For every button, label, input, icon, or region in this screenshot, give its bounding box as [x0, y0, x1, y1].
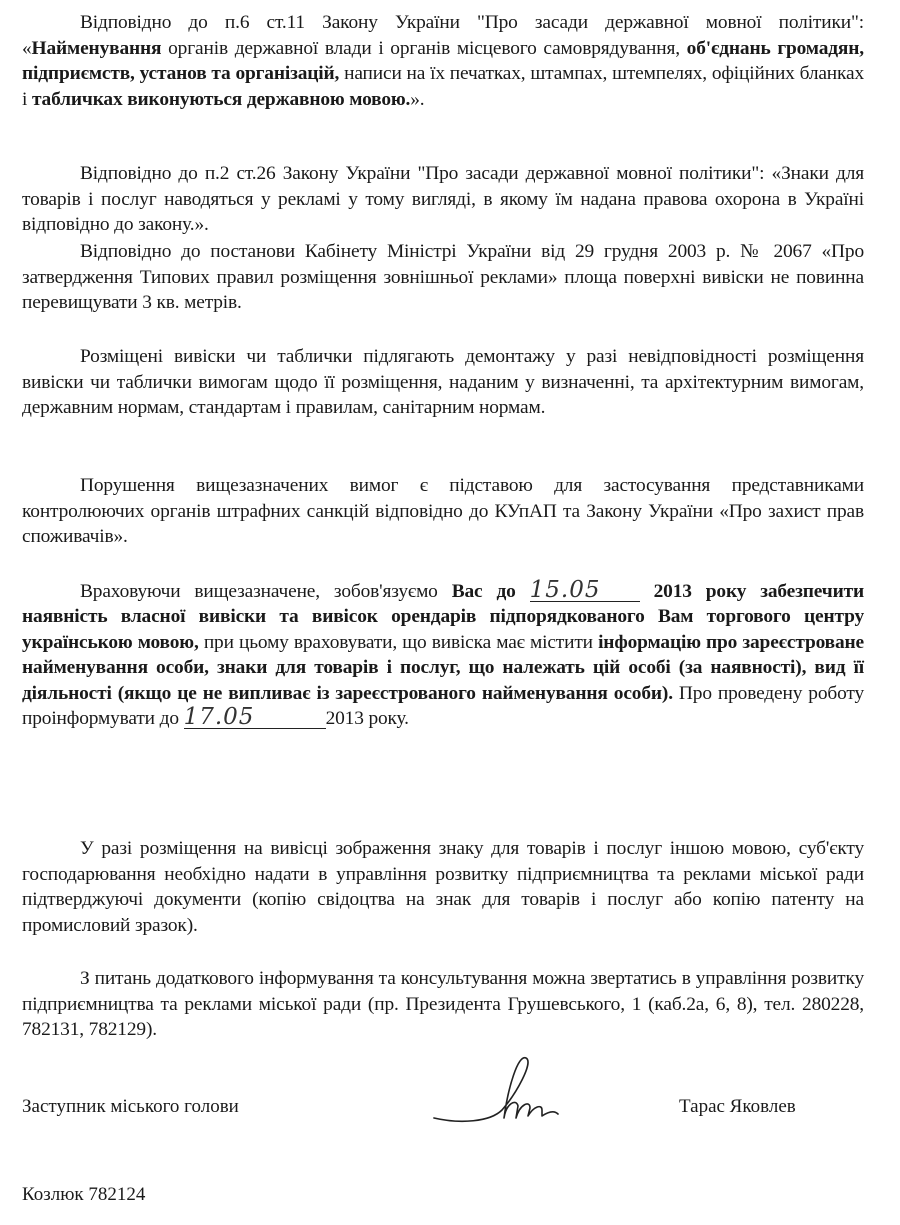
executor-contact: Козлюк 782124 — [22, 1184, 146, 1205]
paragraph-contacts — [22, 966, 864, 1043]
bold-text: об'єднань громадян, підприємств, установ та організацій, — [22, 37, 864, 85]
text: 2013 року. — [325, 708, 409, 730]
bold-text: Вас до — [451, 581, 530, 602]
paragraph-cabinet-resolution — [22, 239, 864, 316]
text: Порушення вищезазначених вимог є підставою для застосування представниками контролюючих органів штрафних санкцій відповідно до КУпАП та Закону України «Про захист прав споживачів». — [22, 475, 864, 548]
text: при цьому враховувати, що вивіска має містити — [198, 631, 599, 653]
paragraph-dismantling — [22, 344, 864, 421]
bold-text: Найменування — [31, 37, 162, 59]
paragraph-foreign-trademark — [22, 836, 864, 938]
signatory-name: Тарас Яковлев — [679, 1096, 796, 1117]
handwritten-deadline-2: 17.05 — [184, 706, 326, 729]
text: органів державної влади і органів місцевого самоврядування, — [161, 37, 687, 59]
handwritten-deadline-1: 15.05 — [530, 579, 640, 602]
paragraph-violations — [22, 473, 864, 550]
paragraph-obligation — [22, 579, 864, 731]
text: Враховуючи вищезазначене, зобов'язуємо — [80, 581, 452, 602]
text: написи на їх печатках, штампах, штемпелях, офіційних бланках і — [22, 63, 865, 110]
text: Відповідно до постанови Кабінету Міністрі України від 29 грудня 2003 р. № 2067 «Про затвердження Типових правил розміщення зовнішньої реклами» площа поверхні вивіски не повинна перевищувати 3 кв. метрів. — [22, 241, 864, 314]
text: З питань додаткового інформування та консультування можна звертатись в управління розвитку підприємництва та реклами міської ради (пр. Президента Грушевського, 1 (каб.2а, 6, 8), тел. 280228, 782131, 782129). — [22, 968, 864, 1041]
bold-text: інформацію про зареєстроване найменування особи, знаки для товарів і послуг, що належать цій особі (за наявності), вид її діяльності (якщо це не випливає із зареєстрованого найменування особи). — [22, 631, 864, 704]
paragraph-law-art11 — [22, 10, 864, 112]
bold-text: табличках виконуються державною мовою. — [31, 88, 411, 110]
text: Розміщені вивіски чи таблички підлягають демонтажу у разі невідповідності розміщення вивіски чи таблички вимогам щодо її розміщення, наданим у визначенні, та архітектурним вимогам, державним нормам, стандартам і правилам, санітарним нормам. — [22, 346, 864, 419]
text: Про проведену роботу проінформувати до — [22, 682, 864, 730]
paragraph-law-art26 — [22, 161, 864, 238]
text: ». — [410, 88, 425, 110]
bold-text: 2013 року забезпечити наявність власної вивіски та вивісок орендарів підпорядкованого Вам торгового центру українською мовою, — [22, 581, 864, 653]
signatory-position: Заступник міського голови — [22, 1096, 239, 1117]
text: Відповідно до п.6 ст.11 Закону України "Про засади державної мовної політики": « — [22, 12, 864, 59]
handwritten-signature-icon — [430, 1052, 580, 1128]
text: Відповідно до п.2 ст.26 Закону України "Про засади державної мовної політики": «Знаки для товарів і послуг наводяться у рекламі у тому вигляді, в якому їм надана правова охорона в Україні відповідно до закону.». — [22, 163, 864, 236]
text: У разі розміщення на вивісці зображення знаку для товарів і послуг іншою мовою, суб'єкту господарювання необхідно надати в управління розвитку підприємництва та реклами міської ради підтверджуючі документи (копію свідоцтва на знак для товарів і послуг або копію патенту на промисловий зразок). — [22, 838, 864, 936]
